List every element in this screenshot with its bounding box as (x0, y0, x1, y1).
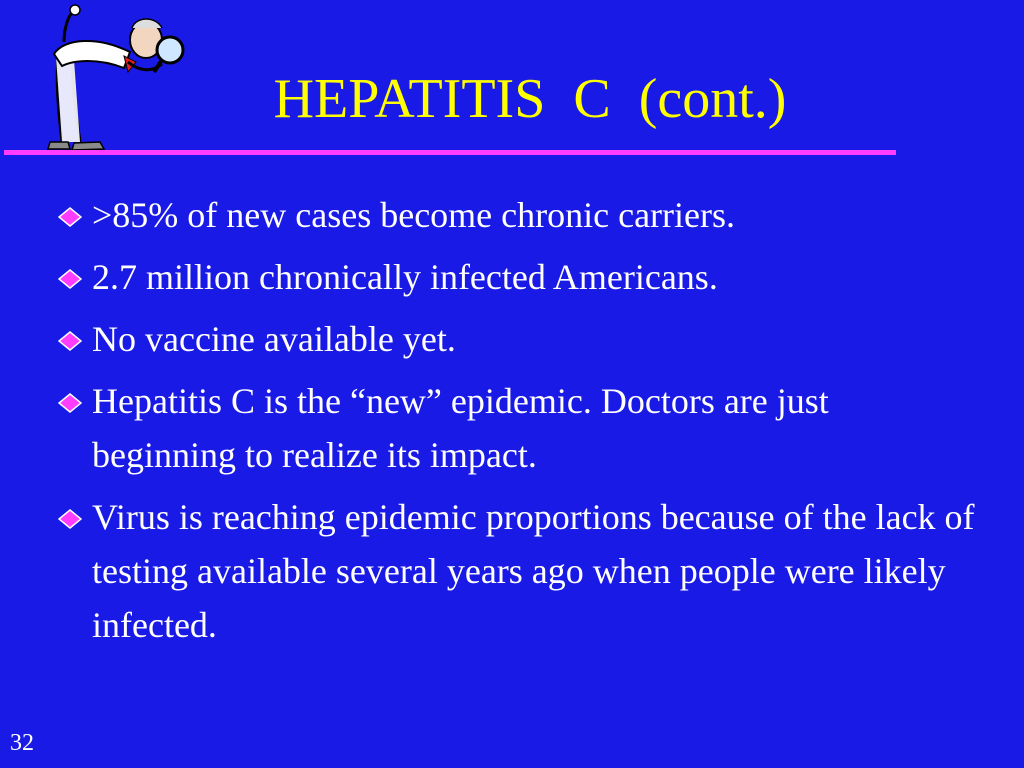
bullet-item (56, 490, 976, 652)
bullet-item (56, 250, 976, 304)
diamond-bullet-icon (58, 509, 82, 529)
diamond-bullet-icon (58, 393, 82, 413)
bullet-list (56, 188, 976, 660)
diamond-bullet-icon (58, 269, 82, 289)
detective-magnifying-glass-icon (28, 2, 188, 152)
bullet-text: No vaccine available yet. (92, 319, 456, 359)
bullet-text: 2.7 million chronically infected Americans. (92, 257, 718, 297)
bullet-item (56, 374, 976, 482)
bullet-item (56, 312, 976, 366)
bullet-text: Hepatitis C is the “new” epidemic. Doctors are just beginning to realize its impact. (92, 381, 829, 475)
slide-title: HEPATITIS C (cont.) (273, 68, 787, 130)
page-number: 32 (10, 730, 34, 756)
diamond-bullet-icon (58, 207, 82, 227)
title-divider (4, 150, 896, 155)
bullet-text: >85% of new cases become chronic carriers. (92, 195, 736, 235)
bullet-item (56, 188, 976, 242)
diamond-bullet-icon (58, 331, 82, 351)
bullet-text: Virus is reaching epidemic proportions because of the lack of testing available several years ago when people were likely infected. (92, 497, 975, 645)
